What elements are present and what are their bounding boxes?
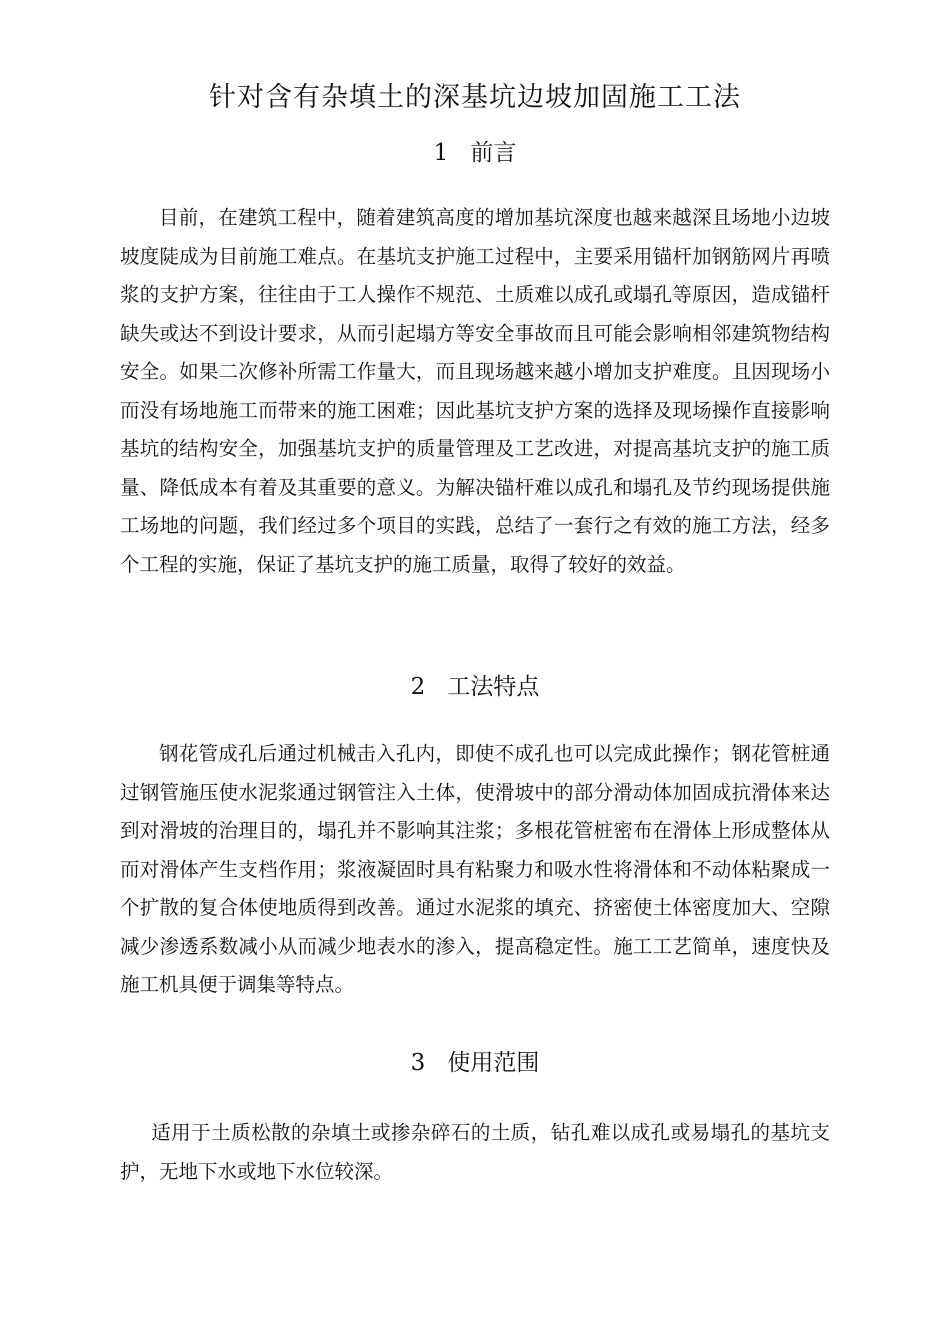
section-number: 3 xyxy=(410,1050,426,1076)
section-heading-features xyxy=(0,670,950,704)
section-number: 1 xyxy=(433,140,449,166)
document-title: 针对含有杂填土的深基坑边坡加固施工工法 xyxy=(209,82,741,113)
section-heading-preface xyxy=(0,136,950,170)
section-title: 工法特点 xyxy=(447,674,540,700)
section-paragraph-features: 钢花管成孔后通过机械击入孔内，即使不成孔也可以完成此操作；钢花管桩通过钢管施压使水泥浆通过钢管注入土体，使滑坡中的部分滑动体加固成抗滑体来达到对滑坡的治理目的，塌孔并不影响其注浆；多根花管桩密布在滑体上形成整体从而对滑体产生支档作用；浆液凝固时具有粘聚力和吸水性将滑体和不动体粘聚成一个扩散的复合体使地质得到改善。通过水泥浆的填充、挤密使土体密度加大、空隙减少渗透系数减小从而减少地表水的渗入，提高稳定性。施工工艺简单，速度快及施工机具便于调集等特点。 xyxy=(120,742,830,996)
section-paragraph-scope: 适用于土质松散的杂填土或掺杂碎石的土质，钻孔难以成孔或易塌孔的基坑支护，无地下水或地下水位较深。 xyxy=(120,1121,830,1183)
section-paragraph-preface: 目前，在建筑工程中，随着建筑高度的增加基坑深度也越来越深且场地小边坡坡度陡成为目前施工难点。在基坑支护施工过程中，主要采用锚杆加钢筋网片再喷浆的支护方案，往往由于工人操作不规范、土质难以成孔或塌孔等原因，造成锚杆缺失或达不到设计要求，从而引起塌方等安全事故而且可能会影响相邻建筑物结构安全。如果二次修补所需工作量大，而且现场越来越小增加支护难度。且因现场小而没有场地施工而带来的施工困难；因此基坑支护方案的选择及现场操作直接影响基坑的结构安全，加强基坑支护的质量管理及工艺改进，对提高基坑支护的施工质量、降低成本有着及其重要的意义。为解决锚杆难以成孔和塌孔及节约现场提供施工场地的问题，我们经过多个项目的实践，总结了一套行之有效的施工方法，经多个工程的实施，保证了基坑支护的施工质量，取得了较好的效益。 xyxy=(120,206,830,576)
section-number: 2 xyxy=(410,674,426,700)
section-title: 前言 xyxy=(470,140,517,166)
section-heading-scope xyxy=(0,1046,950,1080)
section-title: 使用范围 xyxy=(447,1050,540,1076)
